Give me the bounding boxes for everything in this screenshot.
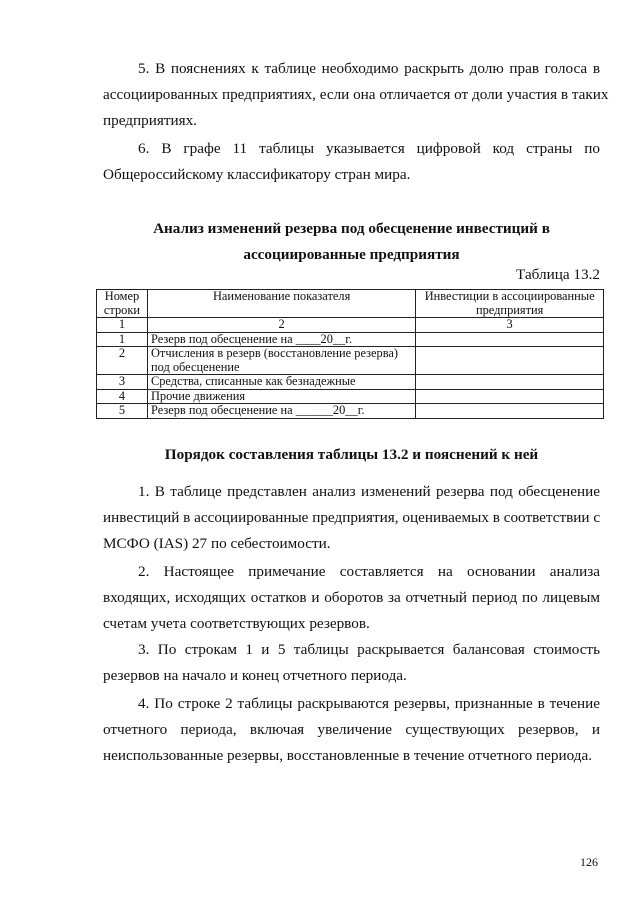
paragraph-2-line-3: счетам учета соответствующих резервов. — [103, 615, 370, 632]
paragraph-2-line-1: 2. Настоящее примечание составляется на основании анализа — [138, 563, 600, 580]
header-investments: Инвестиции в ассоциированные предприятия — [416, 290, 604, 318]
table-caption: Таблица 13.2 — [516, 266, 600, 283]
table-row — [97, 389, 604, 404]
header-row-number: Номер строки — [97, 290, 148, 318]
paragraph-5-line-1: 5. В пояснениях к таблице необходимо раскрыть долю прав голоса в — [138, 60, 600, 77]
col-number-2: 2 — [147, 318, 415, 333]
row-name: Средства, списанные как безнадежные — [147, 375, 415, 390]
paragraph-6-line-1: 6. В графе 11 таблицы указывается цифровой код страны по — [138, 140, 600, 157]
paragraph-1-line-2: инвестиций в ассоциированные предприятия, оцениваемых в соответствии с — [103, 509, 601, 526]
col-number-1: 1 — [97, 318, 148, 333]
paragraph-1-line-3: МСФО (IAS) 27 по себестоимости. — [103, 535, 331, 552]
table-row — [97, 404, 604, 419]
row-name: Резерв под обесценение на ______20__г. — [147, 404, 415, 419]
row-number: 2 — [97, 347, 148, 375]
row-value — [416, 347, 604, 375]
row-number: 1 — [97, 332, 148, 347]
reserve-table — [96, 289, 604, 419]
table-header-row — [97, 290, 604, 318]
row-value — [416, 332, 604, 347]
subheading: Порядок составления таблицы 13.2 и пояснений к ней — [164, 446, 539, 463]
row-name: Резерв под обесценение на ____20__г. — [147, 332, 415, 347]
paragraph-5-line-2: ассоциированных предприятиях, если она отличается от доли участия в таких — [103, 86, 609, 103]
paragraph-4-line-1: 4. По строке 2 таблицы раскрываются резервы, признанные в течение — [138, 695, 600, 712]
row-value — [416, 389, 604, 404]
section-title-line-1: Анализ изменений резерва под обесценение инвестиций в — [153, 220, 550, 237]
paragraph-4-line-2: отчетного периода, включая увеличение существующих резервов, и — [103, 721, 600, 738]
header-indicator-name: Наименование показателя — [147, 290, 415, 318]
paragraph-3-line-1: 3. По строкам 1 и 5 таблицы раскрывается балансовая стоимость — [138, 641, 600, 658]
row-name: Отчисления в резерв (восстановление резерва) под обесценение — [147, 347, 415, 375]
row-number: 5 — [97, 404, 148, 419]
paragraph-5-line-3: предприятиях. — [103, 112, 197, 129]
row-number: 3 — [97, 375, 148, 390]
section-title-line-2: ассоциированные предприятия — [243, 246, 460, 263]
paragraph-4-line-3: неиспользованные резервы, восстановленные в течение отчетного периода. — [103, 747, 593, 764]
paragraph-3-line-2: резервов на начало и конец отчетного периода. — [103, 667, 407, 684]
table-row — [97, 347, 604, 375]
row-value — [416, 375, 604, 390]
page-number: 126 — [580, 855, 598, 869]
row-value — [416, 404, 604, 419]
row-number: 4 — [97, 389, 148, 404]
table-row — [97, 332, 604, 347]
table-column-numbers-row — [97, 318, 604, 333]
col-number-3: 3 — [416, 318, 604, 333]
paragraph-2-line-2: входящих, исходящих остатков и оборотов за отчетный период по лицевым — [103, 589, 600, 606]
table-row — [97, 375, 604, 390]
row-name: Прочие движения — [147, 389, 415, 404]
paragraph-1-line-1: 1. В таблице представлен анализ изменений резерва под обесценение — [138, 483, 600, 500]
paragraph-6-line-2: Общероссийскому классификатору стран мира. — [103, 166, 411, 183]
